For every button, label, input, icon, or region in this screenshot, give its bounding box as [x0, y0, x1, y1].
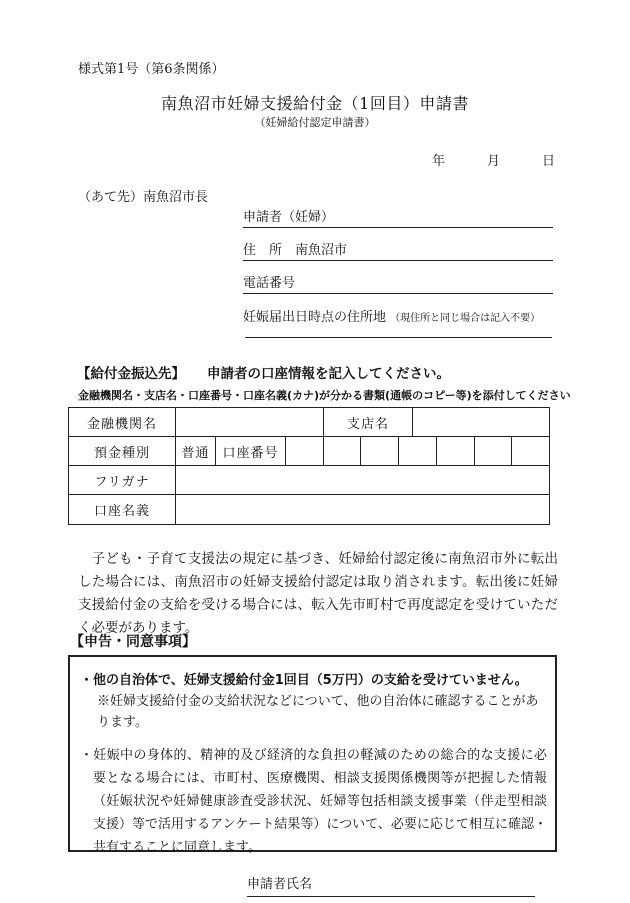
account-number-digit-cell-5[interactable] — [437, 437, 475, 465]
declaration-section-heading: 【申告・同意事項】 — [70, 634, 196, 650]
bank-account-table — [68, 407, 550, 525]
account-type-label: 預金種別 — [69, 437, 176, 465]
bank-table-row-1 — [69, 408, 549, 437]
applicant-name-field-label: 申請者（妊婦） — [243, 210, 335, 225]
account-number-digit-cell-3[interactable] — [361, 437, 399, 465]
account-holder-input-cell[interactable] — [176, 495, 549, 524]
pregnancy-report-address-field[interactable] — [245, 318, 552, 338]
applicant-signature-label: 申請者氏名 — [247, 877, 313, 892]
account-type-value: 普通 — [176, 437, 216, 465]
date-day-blank[interactable] — [500, 151, 542, 165]
phone-field[interactable] — [243, 272, 553, 294]
date-year-blank[interactable] — [390, 151, 432, 165]
bank-name-input-cell[interactable] — [176, 408, 324, 436]
phone-field-label: 電話番号 — [243, 276, 296, 291]
form-title: 南魚沼市妊婦支援給付金（1回目）申請書 — [161, 94, 469, 113]
address-field[interactable] — [243, 239, 553, 261]
account-number-digit-cell-6[interactable] — [475, 437, 513, 465]
pregnancy-report-address-note: （現住所と同じ場合は記入不要） — [390, 313, 541, 324]
bank-table-row-2 — [69, 437, 549, 466]
furigana-label: フリガナ — [69, 466, 176, 494]
account-number-digit-cell-7[interactable] — [512, 437, 549, 465]
pregnancy-report-address-label-text: 妊娠届出日時点の住所地 — [243, 310, 387, 325]
declaration-box — [68, 655, 557, 892]
address-field-label: 住 所 南魚沼市 — [243, 243, 348, 258]
applicant-signature-field[interactable] — [247, 873, 535, 897]
furigana-input-cell[interactable] — [176, 466, 549, 494]
bank-section-heading — [77, 362, 450, 382]
bank-name-label: 金融機関名 — [69, 408, 176, 436]
declaration-item-1: ・他の自治体で、妊婦支援給付金1回目（5万円）の支給を受けていません。 — [80, 673, 528, 688]
date-day-label: 日 — [541, 154, 555, 169]
date-year-label: 年 — [431, 154, 445, 169]
form-number: 様式第1号（第6条関係） — [78, 62, 225, 77]
bank-attachment-note: 金融機関名・支店名・口座番号・口座名義(カナ)が分かる書類(通帳のコピー等)を添付してください — [78, 389, 571, 402]
date-line — [0, 150, 555, 169]
form-subtitle: （妊婦給付認定申請書） — [254, 116, 376, 129]
addressee: （あて先）南魚沼市長 — [78, 190, 209, 205]
date-month-label: 月 — [486, 154, 500, 169]
applicant-name-field[interactable] — [243, 206, 553, 228]
declaration-item-1-note: ※妊婦支援給付金の支給状況などについて、他の自治体に確認することがあります。 — [97, 694, 539, 730]
account-number-digit-cell-2[interactable] — [324, 437, 362, 465]
account-number-digit-cell-1[interactable] — [286, 437, 324, 465]
transfer-notice-paragraph: 子ども・子育て支援法の規定に基づき、妊婦給付認定後に南魚沼市外に転出した場合には、南魚沼市の妊婦支援給付認定は取り消されます。転出後に妊婦支援給付金の支給を受ける場合には、転入先市町村で再度認定を受けていただく必要があります。 — [78, 551, 558, 636]
branch-name-input-cell[interactable] — [413, 408, 549, 436]
declaration-item-2: ・妊娠中の身体的、精神的及び経済的な負担の軽減のための総合的な支援に必要となる場合には、市町村、医療機関、相談支援関係機関等が把握した情報（妊娠状況や妊婦健康診査受診状況、妊婦等包括相談支援事業（伴走型相談支援）等で活用するアンケート結果等）について、必要に応じて相互に確認・共有することに同意します。 — [80, 748, 547, 855]
account-number-digit-cell-4[interactable] — [399, 437, 437, 465]
account-number-label: 口座番号 — [216, 437, 286, 465]
date-month-blank[interactable] — [445, 151, 487, 165]
bank-table-row-4 — [69, 495, 549, 524]
bank-section-instruction: 申請者の口座情報を記入してください。 — [207, 366, 450, 382]
account-holder-label: 口座名義 — [69, 495, 176, 524]
bank-table-row-3 — [69, 466, 549, 495]
bank-section-heading-bracket: 【給付金振込先】 — [77, 366, 185, 382]
branch-name-label: 支店名 — [324, 408, 413, 436]
